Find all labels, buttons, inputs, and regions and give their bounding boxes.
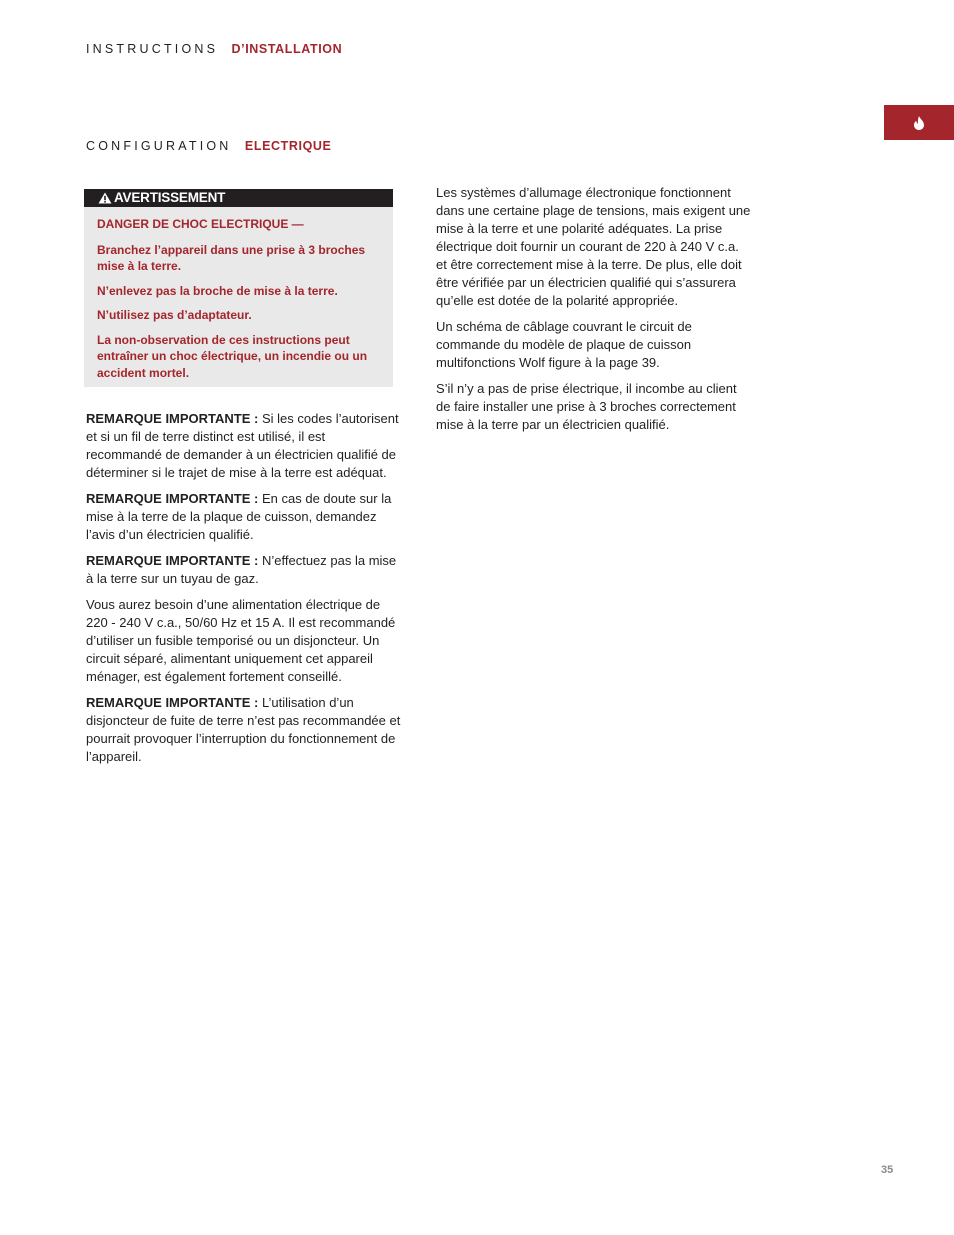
- warning-line: Branchez l’appareil dans une prise à 3 broches mise à la terre.: [97, 242, 366, 273]
- paragraph-text: L’utilisation d’un disjoncteur de fuite de terre n’est pas recommandée et pourrait provoquer l’interruption du fonctionnement de l’appareil.: [86, 695, 401, 764]
- header-accent: D’INSTALLATION: [231, 42, 343, 56]
- warning-body: [84, 207, 393, 381]
- left-column: [86, 410, 404, 774]
- paragraph: S’il n’y a pas de prise électrique, il incombe au client de faire installer une prise à 3 broches correctement mise à la terre par un électricien qualifié.: [436, 381, 737, 432]
- paragraph-text: Vous aurez besoin d’une alimentation électrique de 220 - 240 V c.a., 50/60 Hz et 15 A. Il est recommandé d’utiliser un fusible temporisé ou un disjoncteur. Un circuit séparé, alimentant uniquement cet appareil ménager, est également fortement conseillé.: [86, 597, 396, 684]
- warning-line: N’utilisez pas d’adaptateur.: [97, 308, 252, 322]
- paragraph: [86, 596, 404, 686]
- paragraph: [86, 410, 404, 482]
- warning-header: [84, 189, 393, 207]
- paragraph: Un schéma de câblage couvrant le circuit de commande du modèle de plaque de cuisson multifonctions Wolf figure à la page 39.: [436, 319, 692, 370]
- warning-box: [84, 189, 393, 387]
- note-lead: REMARQUE IMPORTANTE :: [86, 491, 259, 506]
- section-title-accent: ELECTRIQUE: [244, 139, 332, 153]
- paragraph-text: N’effectuez pas la mise à la terre sur un tuyau de gaz.: [86, 553, 397, 586]
- note-lead: REMARQUE IMPORTANTE :: [86, 411, 259, 426]
- paragraph: [86, 490, 404, 544]
- paragraph-text: Si les codes l’autorisent et si un fil de terre distinct est utilisé, il est recommandé de demander à un électricien qualifié de déterminer si le trajet de mise à la terre est adéquat.: [86, 411, 399, 480]
- section-title-plain: CONFIGURATION: [86, 139, 232, 153]
- note-lead: REMARQUE IMPORTANTE :: [86, 553, 259, 568]
- paragraph: [86, 694, 404, 766]
- warning-line: La non-observation de ces instructions peut entraîner un choc électrique, un incendie ou un accident mortel.: [97, 332, 368, 380]
- warning-triangle-icon: [98, 192, 112, 204]
- right-column: [436, 184, 752, 442]
- paragraph-text: En cas de doute sur la mise à la terre de la plaque de cuisson, demandez l’avis d’un électricien qualifié.: [86, 491, 392, 542]
- paragraph: [86, 552, 404, 588]
- section-tab: [884, 105, 954, 140]
- note-lead: REMARQUE IMPORTANTE :: [86, 695, 259, 710]
- warning-line: DANGER DE CHOC ELECTRIQUE —: [97, 217, 304, 231]
- page-number: 35: [881, 1164, 894, 1176]
- section-title: [86, 139, 331, 153]
- flame-icon: [913, 116, 925, 130]
- paragraph: Les systèmes d’allumage électronique fonctionnent dans une certaine plage de tensions, mais exigent une mise à la terre et une polarité adéquates. La prise électrique doit fournir un courant de 220 à 240 V c.a. et être correctement mise à la terre. De plus, elle doit être vérifiée par un électricien qualifié qui s’assurera qu’elle est dotée de la polarité appropriée.: [436, 185, 751, 308]
- warning-line: N’enlevez pas la broche de mise à la terre.: [97, 283, 338, 298]
- warning-title: AVERTISSEMENT: [114, 190, 226, 205]
- header-plain: INSTRUCTIONS: [86, 42, 219, 56]
- running-header: [86, 42, 342, 56]
